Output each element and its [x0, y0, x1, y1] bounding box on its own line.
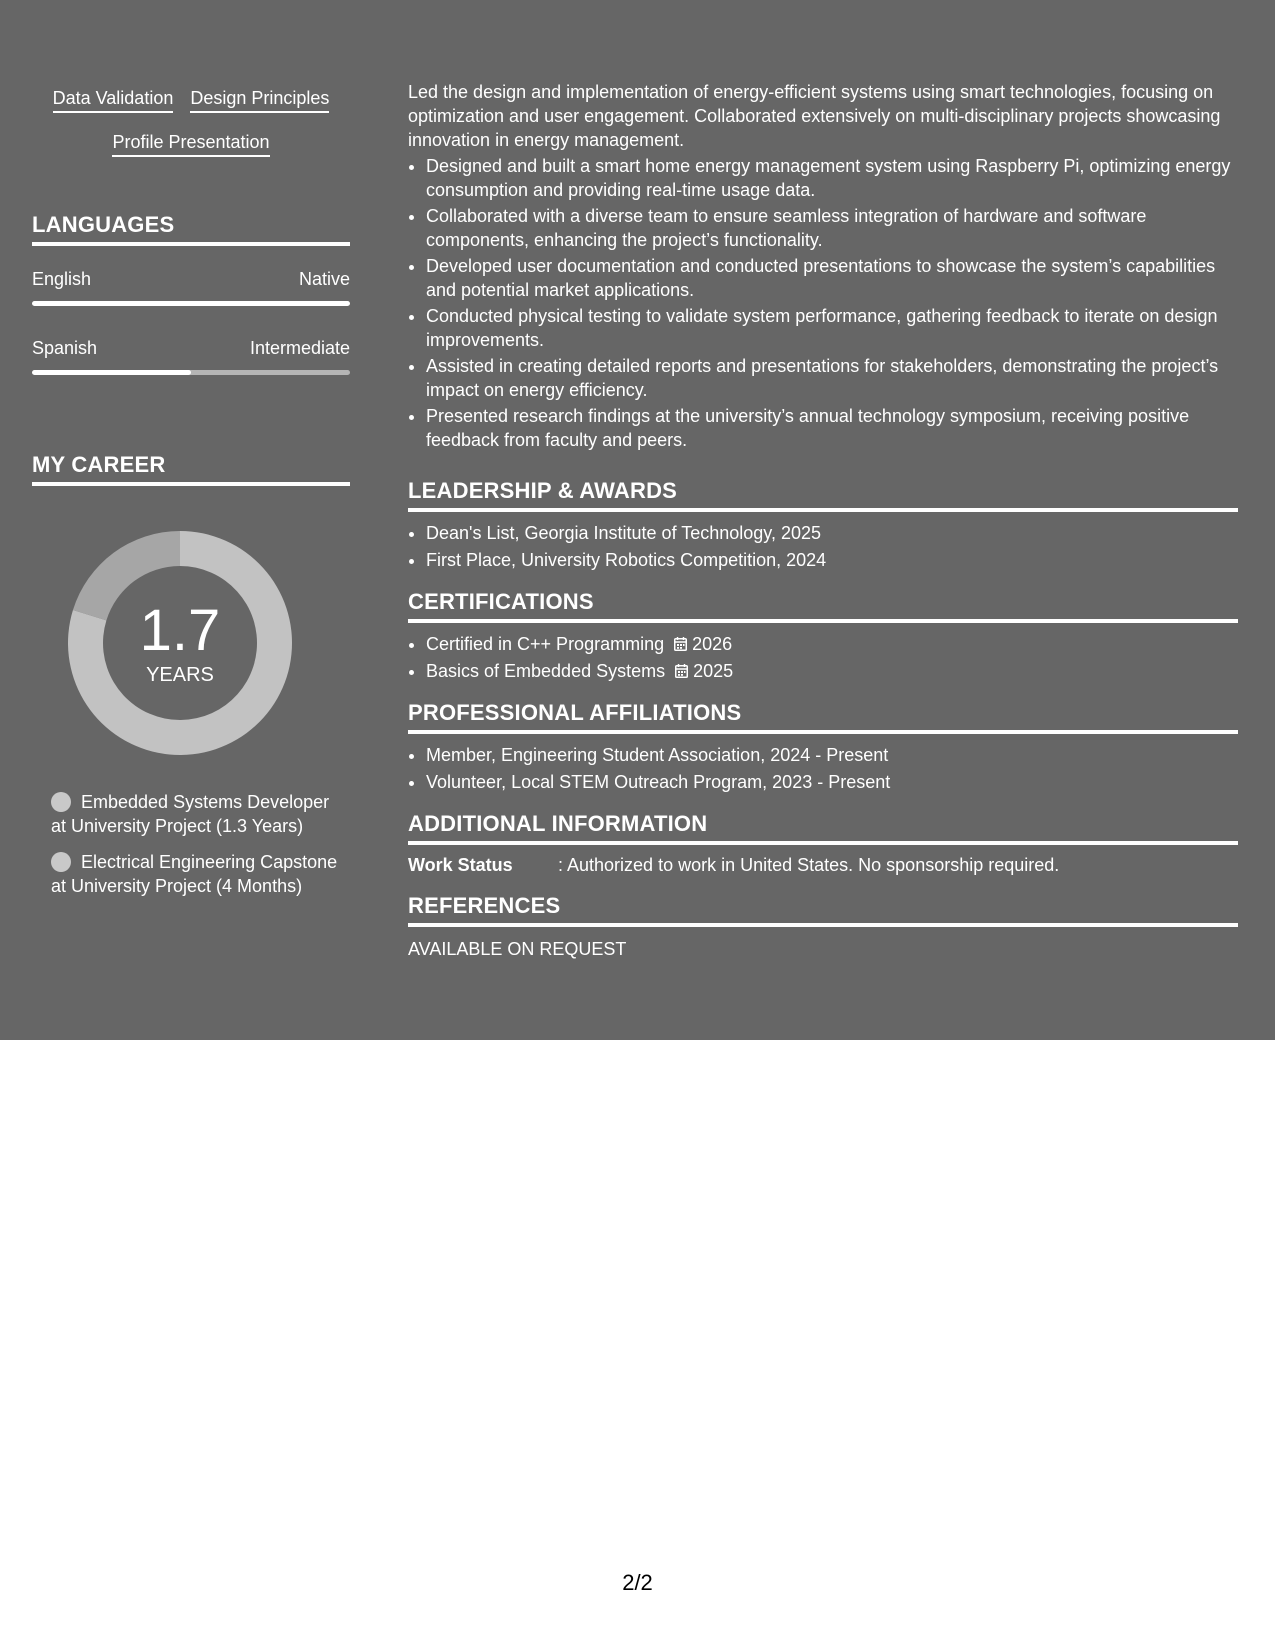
leadership-list	[408, 520, 1238, 574]
career-legend-item	[51, 850, 341, 898]
career-legend-text: Embedded Systems Developer at University Project (1.3 Years)	[51, 792, 330, 836]
legend-dot-icon	[51, 852, 71, 872]
experience-bullet: • Presented research findings at the university’s annual technology symposium, receiving positive feedback from faculty and peers.	[426, 404, 1238, 452]
calendar-icon	[674, 637, 687, 651]
career-legend-item	[51, 790, 341, 838]
experience-block	[408, 80, 1238, 454]
skill-tag: Data Validation	[53, 87, 174, 113]
work-status-value: : Authorized to work in United States. No sponsorship required.	[558, 855, 1060, 875]
languages-heading: LANGUAGES	[32, 212, 350, 246]
career-donut-chart	[67, 530, 293, 756]
certifications-section	[408, 589, 1238, 685]
leadership-item: • First Place, University Robotics Competition, 2024	[426, 547, 1238, 574]
affiliation-item: • Volunteer, Local STEM Outreach Program, 2023 - Present	[426, 769, 1238, 796]
language-name: Spanish	[32, 338, 98, 358]
additional-info-section	[408, 811, 1238, 877]
experience-bullets	[408, 154, 1238, 452]
references-heading: REFERENCES	[408, 893, 1238, 927]
language-proficiency-bar	[32, 301, 350, 306]
certification-date	[675, 661, 733, 681]
career-legend	[51, 790, 341, 910]
language-level: Native	[298, 269, 350, 289]
language-proficiency-fill	[32, 301, 350, 306]
experience-bullet: • Designed and built a smart home energy management system using Raspberry Pi, optimizing energy consumption and providing real-time usage data.	[426, 154, 1238, 202]
calendar-icon	[675, 664, 688, 678]
certification-item	[426, 631, 1238, 658]
work-status-label: Work Status	[408, 855, 513, 875]
certification-year: 2026	[692, 634, 733, 654]
experience-summary: Led the design and implementation of energy-efficient systems using smart technologies, focusing on optimization and user engagement. Collaborated extensively on multi-disciplinary projects showcasing innovation in energy management.	[408, 82, 1221, 150]
leadership-heading: LEADERSHIP & AWARDS	[408, 478, 1238, 512]
work-status-row	[408, 853, 1238, 877]
affiliations-section	[408, 700, 1238, 796]
certification-date	[674, 634, 732, 654]
certification-name: Certified in C++ Programming	[426, 634, 665, 654]
leadership-item: • Dean's List, Georgia Institute of Technology, 2025	[426, 520, 1238, 547]
skill-tag: Profile Presentation	[112, 131, 269, 157]
leadership-section	[408, 478, 1238, 574]
certifications-list	[408, 631, 1238, 685]
references-text: AVAILABLE ON REQUEST	[408, 939, 627, 959]
career-total-value: 1.7	[139, 598, 221, 663]
skill-tags	[32, 87, 350, 157]
affiliations-heading: PROFESSIONAL AFFILIATIONS	[408, 700, 1238, 734]
language-level: Intermediate	[249, 338, 350, 358]
certification-item	[426, 658, 1238, 685]
legend-dot-icon	[51, 792, 71, 812]
experience-bullet: • Developed user documentation and conducted presentations to showcase the system’s capabilities and potential market applications.	[426, 254, 1238, 302]
career-total-unit: YEARS	[146, 664, 214, 686]
affiliation-item: • Member, Engineering Student Association, 2024 - Present	[426, 742, 1238, 769]
career-heading: MY CAREER	[32, 452, 350, 486]
additional-info-heading: ADDITIONAL INFORMATION	[408, 811, 1238, 845]
experience-bullet: • Collaborated with a diverse team to ensure seamless integration of hardware and software components, enhancing the project’s functionality.	[426, 204, 1238, 252]
certifications-heading: CERTIFICATIONS	[408, 589, 1238, 623]
language-proficiency-bar	[32, 370, 350, 375]
affiliations-list	[408, 742, 1238, 796]
certification-name: Basics of Embedded Systems	[426, 661, 666, 681]
experience-bullet: • Assisted in creating detailed reports and presentations for stakeholders, demonstrating the project’s impact on energy efficiency.	[426, 354, 1238, 402]
language-name: English	[32, 269, 92, 289]
language-proficiency-fill	[32, 370, 191, 375]
skill-tag: Design Principles	[190, 87, 329, 113]
experience-bullet: • Conducted physical testing to validate system performance, gathering feedback to iterate on design improvements.	[426, 304, 1238, 352]
references-section	[408, 893, 1238, 961]
career-legend-text: Electrical Engineering Capstone at University Project (4 Months)	[51, 852, 338, 896]
page-number: 2/2	[622, 1570, 653, 1595]
certification-year: 2025	[693, 661, 734, 681]
